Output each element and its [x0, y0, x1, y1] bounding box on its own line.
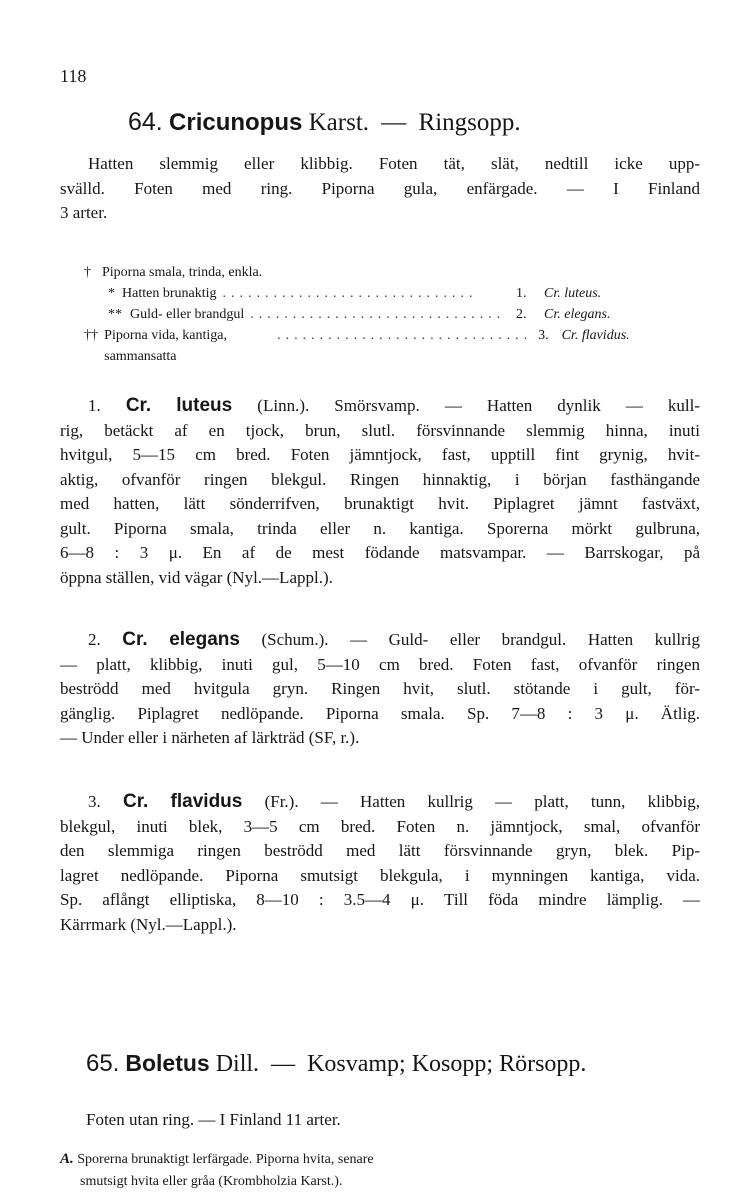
- section-64-heading: [128, 108, 521, 137]
- description-line: öppna ställen, vid vägar (Nyl.—Lappl.).: [60, 567, 333, 587]
- section-64-dash: —: [381, 109, 407, 136]
- key-mark: †: [84, 265, 91, 280]
- section-64-number: 64.: [128, 108, 163, 136]
- description-line: gult. Piporna smala, trinda eller n. kantiga. Sporerna mörkt gulbruna,: [60, 518, 700, 538]
- section-64-genus: Cricunopus: [169, 109, 303, 136]
- key-number: 2.: [516, 307, 527, 322]
- description-line: aktig, ofvanför ringen blekgul. Ringen hinnaktig, i början fasthängande: [60, 469, 700, 489]
- description-line: 6—8 : 3 μ. En af de mest födande matsvampar. — Barrskogar, på: [60, 543, 700, 562]
- key-number: 1.: [516, 286, 527, 301]
- species-number: 2.: [88, 630, 101, 649]
- species-2-description: [60, 628, 700, 751]
- description-line: — platt, klibbig, inuti gul, 5—10 cm bred. Foten fast, ofvanför ringen: [60, 654, 700, 674]
- species-1-description: [60, 394, 700, 590]
- key-number: 3.: [538, 328, 549, 343]
- subsection-line: A. Sporerna brunaktigt lerfärgade. Piporna hvita, senare: [60, 1151, 374, 1167]
- section-65-subsection: [60, 1148, 580, 1193]
- key-text: Piporna smala, trinda, enkla.: [102, 265, 263, 280]
- key-row: [84, 262, 654, 283]
- page-number: 118: [60, 66, 87, 86]
- description-line: 1. Cr. luteus (Linn.). Smörsvamp. — Hatten dynlik — kull-: [88, 395, 701, 416]
- species-3-description: [60, 790, 700, 937]
- key-text: Piporna vida, kantiga, sammansatta: [104, 328, 228, 364]
- description-line: 3. Cr. flavidus (Fr.). — Hatten kullrig — platt, tunn, klibbig,: [88, 791, 701, 812]
- description-line: — Under eller i närheten af lärkträd (SF, r.).: [60, 728, 360, 747]
- key-row: [84, 283, 654, 304]
- key-leader-dots: ..............................: [250, 307, 506, 322]
- subsection-mark: A.: [60, 1151, 74, 1167]
- intro-line: svälld. Foten med ring. Piporna gula, enfärgade. — I Finland: [60, 178, 700, 198]
- key-text: Hatten brunaktig: [122, 286, 217, 301]
- description-line: 2. Cr. elegans (Schum.). — Guld- eller brandgul. Hatten kullrig: [88, 629, 701, 650]
- description-line: Kärrmark (Nyl.—Lappl.).: [60, 914, 237, 934]
- section-65-author: Dill.: [215, 1051, 260, 1077]
- key-mark: ††: [84, 328, 98, 343]
- section-65-common-name: Kosvamp; Kosopp; Rörsopp.: [307, 1051, 587, 1077]
- key-leader-dots: ..............................: [222, 286, 478, 301]
- key-leader-dots: ..............................: [277, 328, 533, 343]
- species-abbr: Cr.: [122, 791, 149, 812]
- species-epithet: flavidus: [170, 791, 243, 812]
- description-line: beströdd med hvitgula gryn. Ringen hvit, slutl. stötande i gult, för-: [60, 679, 700, 698]
- species-number: 3.: [88, 792, 101, 811]
- intro-line: Hatten slemmig eller klibbig. Foten tät, slät, nedtill icke upp-: [88, 154, 700, 173]
- description-line: gänglig. Piplagret nedlöpande. Piporna smala. Sp. 7—8 : 3 μ. Ätlig.: [60, 703, 700, 723]
- description-line: rig, betäckt af en tjock, brun, slutl. försvinnande slemmig hinna, inuti: [60, 420, 700, 440]
- section-65-dash: —: [271, 1051, 296, 1077]
- section-64-intro: [60, 152, 700, 226]
- species-abbr: Cr.: [125, 395, 152, 416]
- key-mark: **: [108, 307, 122, 322]
- description-line: med hatten, lätt sönderrifven, brunaktigt hvit. Piplagret jämnt fastväxt,: [60, 494, 700, 513]
- section-65-intro: Foten utan ring. — I Finland 11 arter.: [86, 1110, 341, 1129]
- species-epithet: elegans: [169, 629, 240, 650]
- key-row: [84, 325, 654, 364]
- subsection-line: smutsigt hvita eller gråa (Krombholzia Karst.).: [80, 1174, 343, 1189]
- key-row: [84, 304, 654, 325]
- species-epithet: luteus: [176, 395, 233, 416]
- key-text: Guld- eller brandgul: [130, 307, 245, 322]
- section-65-genus: Boletus: [125, 1050, 210, 1076]
- description-line: blekgul, inuti blek, 3—5 cm bred. Foten n. jämntjock, smal, ofvanför: [60, 816, 700, 836]
- description-line: lagret nedlöpande. Piporna smutsigt blekgula, i mynningen kantiga, vida.: [60, 865, 700, 885]
- section-65-number: 65.: [86, 1050, 120, 1077]
- species-number: 1.: [88, 396, 101, 415]
- species-abbr: Cr.: [122, 629, 148, 650]
- key-species: Cr. elegans.: [544, 307, 611, 322]
- description-line: den slemmiga ringen beströdd med lätt försvinnande gryn, blek. Pip-: [60, 841, 700, 860]
- section-64-common-name: Ringsopp.: [418, 109, 521, 136]
- description-line: Sp. aflångt elliptiska, 8—10 : 3.5—4 μ. Till föda mindre lämplig. —: [60, 890, 700, 909]
- intro-line: 3 arter.: [60, 203, 108, 222]
- determination-key: [84, 262, 654, 364]
- key-species: Cr. flavidus.: [561, 328, 630, 343]
- section-65-heading: [86, 1050, 586, 1078]
- description-line: hvitgul, 5—15 cm bred. Foten jämntjock, fast, upptill fint grynig, hvit-: [60, 445, 700, 464]
- section-64-author: Karst.: [308, 109, 370, 136]
- key-species: Cr. luteus.: [544, 286, 602, 301]
- key-mark: *: [108, 286, 115, 301]
